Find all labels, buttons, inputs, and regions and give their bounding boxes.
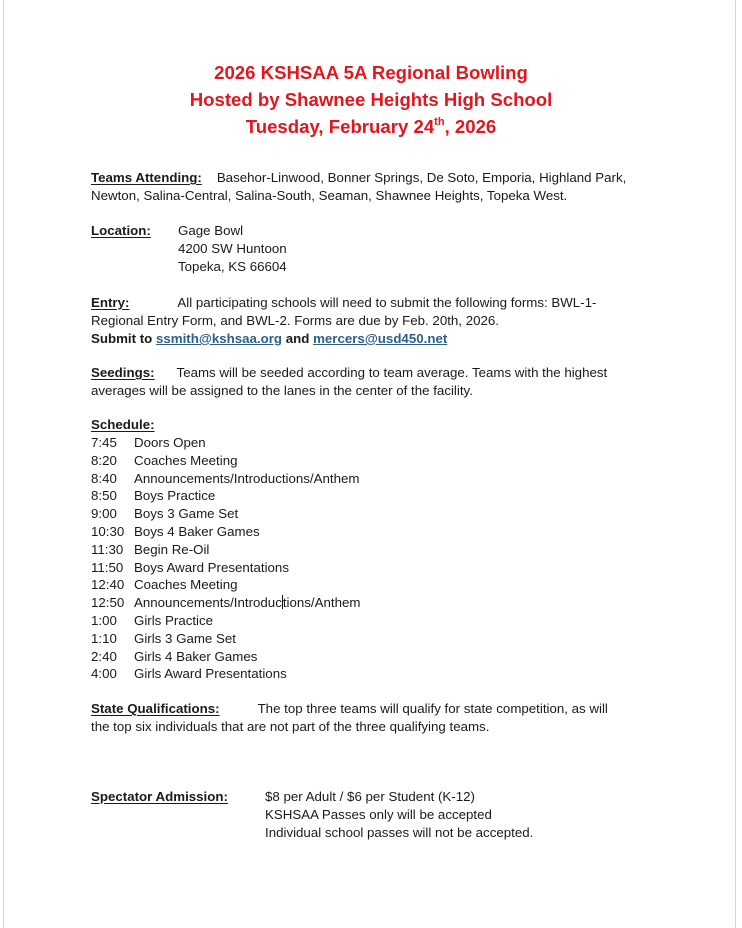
- seedings-label: Seedings:: [91, 365, 155, 380]
- schedule-time: 7:45: [91, 435, 117, 450]
- state-line-2: the top six individuals that are not part of the three qualifying teams.: [91, 719, 490, 734]
- schedule-time: 8:20: [91, 452, 117, 468]
- submit-and: and: [282, 331, 314, 346]
- schedule-time: 8:50: [91, 488, 117, 504]
- teams-section: [91, 169, 661, 205]
- schedule-time: 1:00: [91, 612, 117, 628]
- schedule-row: [91, 487, 661, 505]
- entry-line-2: Regional Entry Form, and BWL-2. Forms are due by Feb. 20th, 2026.: [91, 313, 499, 328]
- schedule-row: [91, 470, 661, 488]
- title-year: , 2026: [444, 116, 497, 137]
- schedule-time: 12:50: [91, 595, 125, 611]
- entry-submit: [91, 330, 661, 348]
- admission-label: Spectator Admission:: [91, 789, 228, 804]
- title-date: Tuesday, February 24: [245, 116, 435, 137]
- teams-line-2: Newton, Salina-Central, Salina-South, Seaman, Shawnee Heights, Topeka West.: [91, 188, 568, 203]
- location-label: Location:: [91, 223, 151, 238]
- location-venue: Gage Bowl: [178, 223, 244, 238]
- schedule-event: Announcements/Introductions/Anthem: [134, 470, 360, 486]
- schedule-time: 11:30: [91, 541, 124, 557]
- schedule-time: 11:50: [91, 559, 124, 575]
- state-line-1: The top three teams will qualify for state competition, as will: [257, 701, 608, 716]
- schedule-event: Boys Award Presentations: [134, 559, 289, 575]
- title-line-2: Hosted by Shawnee Heights High School: [189, 89, 553, 110]
- schedule-time: 8:40: [91, 470, 117, 486]
- schedule-event: Coaches Meeting: [134, 452, 238, 468]
- schedule-event-part-a: Announcements/Introduc: [134, 595, 282, 611]
- schedule-event: Boys 3 Game Set: [134, 506, 239, 522]
- entry-label: Entry:: [91, 295, 130, 310]
- schedule-event: Boys Practice: [134, 488, 216, 504]
- schedule-event: Girls Award Presentations: [134, 666, 287, 682]
- schedule-row: [91, 559, 661, 577]
- schedule-event: Boys 4 Baker Games: [134, 523, 260, 539]
- entry-line-1: All participating schools will need to submit the following forms: BWL-1-: [177, 295, 597, 310]
- teams-label: Teams Attending:: [91, 170, 202, 185]
- schedule-time: 1:10: [91, 630, 117, 646]
- title-line-1: 2026 KSHSAA 5A Regional Bowling: [214, 62, 528, 83]
- schedule-section: [91, 416, 661, 683]
- document-title: [0, 59, 742, 140]
- entry-section: [91, 294, 661, 348]
- schedule-list: [91, 434, 661, 683]
- location-section: [91, 222, 661, 274]
- admission-section: [91, 788, 661, 840]
- email-link-mercers[interactable]: mercers@usd450.net: [313, 331, 448, 346]
- schedule-row: [91, 452, 661, 470]
- schedule-row: [91, 665, 661, 683]
- schedule-event: Girls 4 Baker Games: [134, 648, 258, 664]
- seedings-section: [91, 364, 661, 400]
- schedule-row: [91, 541, 661, 559]
- admission-details: [265, 788, 533, 842]
- schedule-time: 4:00: [91, 666, 117, 682]
- state-section: [91, 700, 661, 736]
- schedule-event: Coaches Meeting: [134, 577, 238, 593]
- schedule-event: Begin Re-Oil: [134, 541, 210, 557]
- state-label: State Qualifications:: [91, 701, 220, 716]
- admission-school-passes: Individual school passes will not be accepted.: [265, 825, 534, 840]
- schedule-row: [91, 594, 661, 612]
- schedule-time: 10:30: [91, 523, 125, 539]
- location-street: 4200 SW Huntoon: [178, 241, 287, 256]
- location-address: [178, 222, 287, 276]
- schedule-event: Girls Practice: [134, 612, 214, 628]
- submit-prefix: Submit to: [91, 331, 156, 346]
- title-line-3: [0, 113, 742, 140]
- seedings-line-1: Teams will be seeded according to team average. Teams with the highest: [176, 365, 608, 380]
- location-city: Topeka, KS 66604: [178, 259, 287, 274]
- schedule-time: 9:00: [91, 506, 117, 522]
- email-link-ssmith[interactable]: ssmith@kshsaa.org: [156, 331, 283, 346]
- admission-passes: KSHSAA Passes only will be accepted: [265, 807, 492, 822]
- schedule-row: [91, 648, 661, 666]
- schedule-row: [91, 505, 661, 523]
- schedule-row: [91, 434, 661, 452]
- schedule-row: [91, 523, 661, 541]
- schedule-time: 12:40: [91, 577, 125, 593]
- schedule-event: Doors Open: [134, 435, 206, 450]
- schedule-label: Schedule:: [91, 417, 155, 432]
- teams-line-1: Basehor-Linwood, Bonner Springs, De Soto, Emporia, Highland Park,: [216, 170, 627, 185]
- schedule-event: Girls 3 Game Set: [134, 630, 236, 646]
- schedule-row: [91, 576, 661, 594]
- admission-price: $8 per Adult / $6 per Student (K-12): [265, 789, 475, 804]
- schedule-time: 2:40: [91, 648, 117, 664]
- schedule-row: [91, 630, 661, 648]
- seedings-line-2: averages will be assigned to the lanes in the center of the facility.: [91, 383, 473, 398]
- schedule-row: [91, 612, 661, 630]
- title-date-ordinal: th: [434, 115, 445, 128]
- schedule-event-part-b: tions/Anthem: [282, 595, 361, 611]
